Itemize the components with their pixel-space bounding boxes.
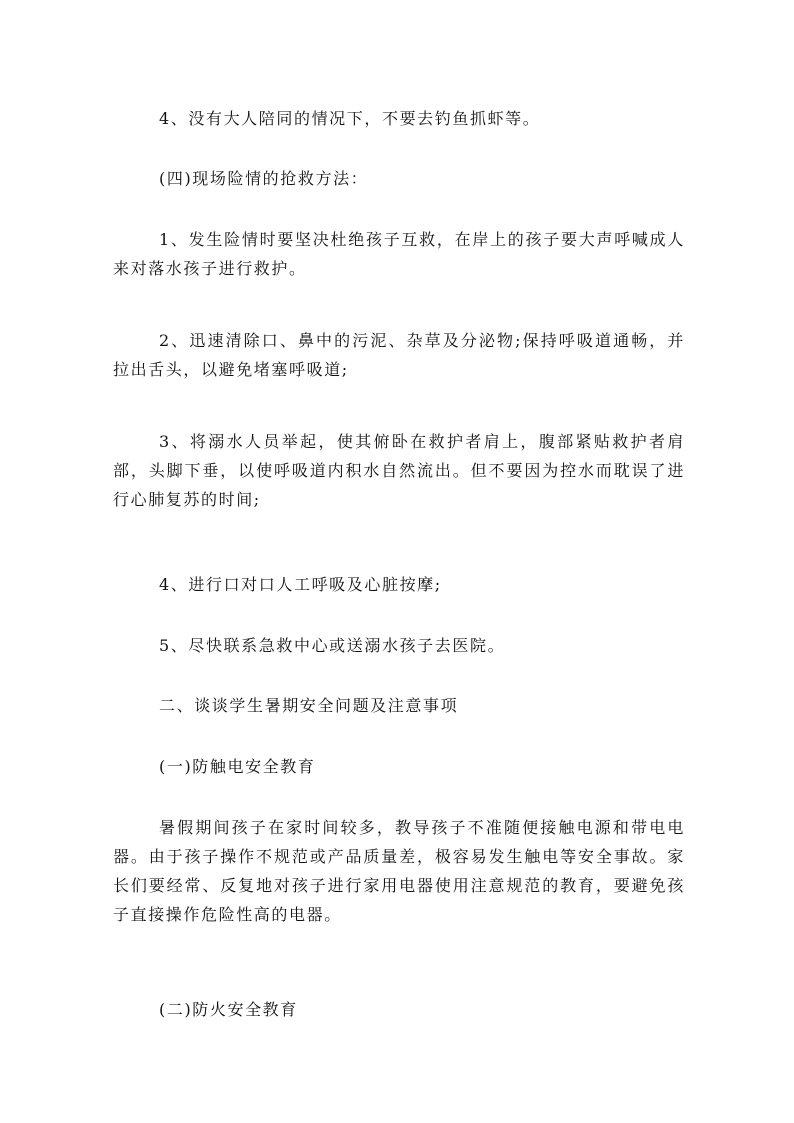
paragraph-rescue-step-2: 2、迅速清除口、鼻中的污泥、杂草及分泌物;保持呼吸道通畅，并拉出舌头，以避免堵塞呼吸道; xyxy=(113,331,685,379)
heading-electric-safety: (一)防触电安全教育 xyxy=(159,757,316,776)
paragraph-rescue-step-5: 5、尽快联系急救中心或送溺水孩子去医院。 xyxy=(159,636,506,655)
heading-summer-safety: 二、谈谈学生暑期安全问题及注意事项 xyxy=(159,696,459,715)
paragraph-electric-safety: 暑假期间孩子在家时间较多，教导孩子不准随便接触电源和带电电器。由于孩子操作不规范或产品质量差，极容易发生触电等安全事故。家长们要经常、反复地对孩子进行家用电器使用注意规范的教育，要避免孩子直接操作危险性高的电器。 xyxy=(113,818,685,924)
paragraph-rescue-step-4: 4、进行口对口人工呼吸及心脏按摩; xyxy=(159,575,442,594)
paragraph-rescue-step-1: 1、发生险情时要坚决杜绝孩子互救，在岸上的孩子要大声呼喊成人来对落水孩子进行救护。 xyxy=(113,230,685,278)
paragraph-rescue-step-3: 3、将溺水人员举起，使其俯卧在救护者肩上，腹部紧贴救护者肩部，头脚下垂，以使呼吸道内积水自然流出。但不要因为控水而耽误了进行心肺复苏的时间; xyxy=(113,432,685,509)
paragraph-fishing-warning: 4、没有大人陪同的情况下，不要去钓鱼抓虾等。 xyxy=(159,109,541,128)
heading-fire-safety: (二)防火安全教育 xyxy=(159,1000,298,1019)
heading-rescue-methods: (四)现场险情的抢救方法： xyxy=(159,169,369,188)
